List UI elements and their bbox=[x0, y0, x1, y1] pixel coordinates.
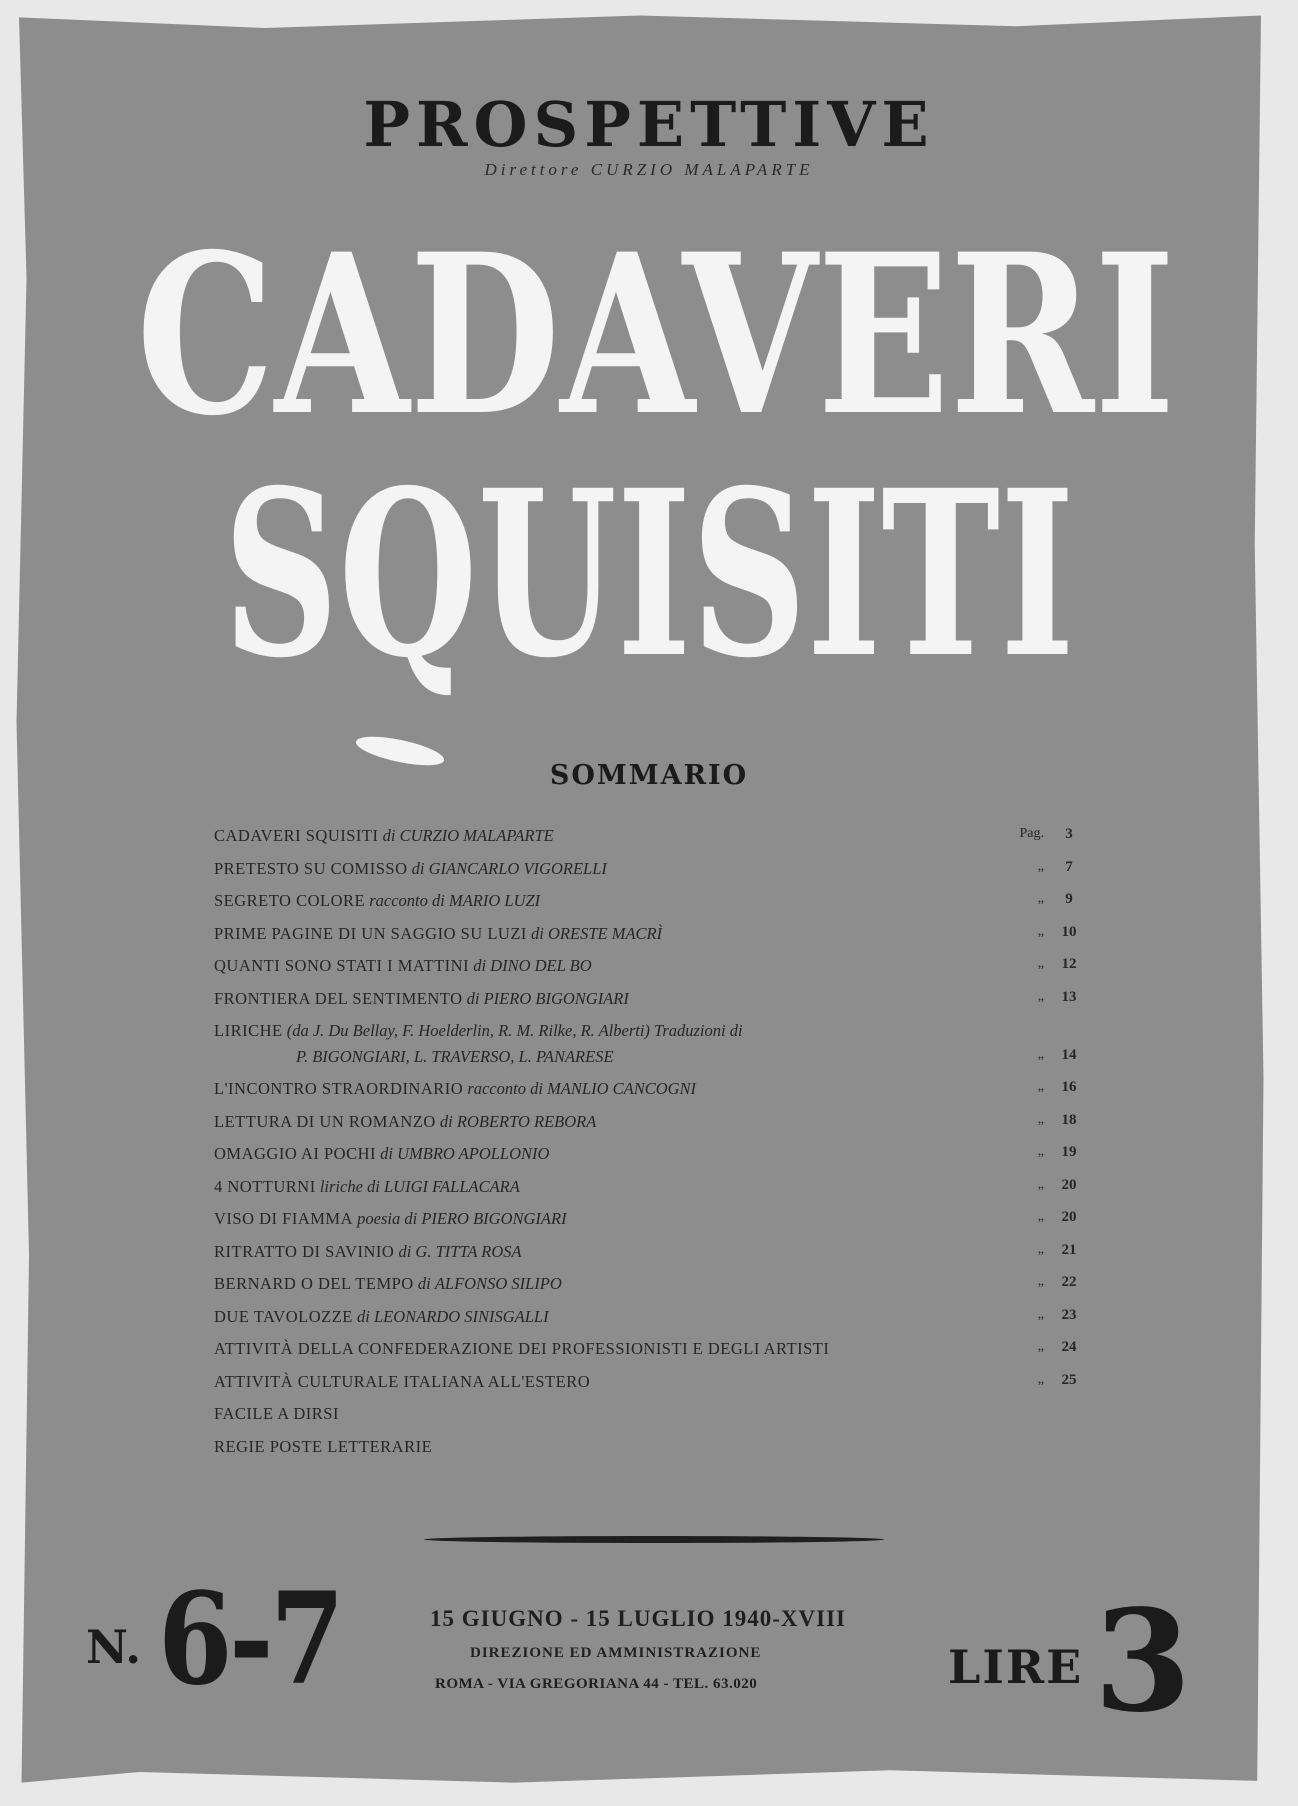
toc-page-prefix: „ bbox=[1037, 1176, 1044, 1192]
toc-entry bbox=[214, 826, 1084, 859]
masthead: PROSPETTIVE bbox=[363, 88, 935, 161]
toc-page-number: 3 bbox=[1065, 826, 1073, 842]
toc-entry-author: MARIO LUZI bbox=[448, 891, 541, 910]
toc-entry-author: G. TITTA ROSA bbox=[415, 1241, 522, 1261]
director-line: Direttore CURZIO MALAPARTE bbox=[484, 160, 814, 179]
toc-page-number: 23 bbox=[1061, 1306, 1077, 1323]
title-line-2: SQUISITI bbox=[223, 440, 1075, 708]
toc-page-number: 10 bbox=[1061, 923, 1077, 940]
toc-entry-author: ROBERTO REBORA bbox=[456, 1111, 597, 1131]
toc-entry-title: ATTIVITÀ DELLA CONFEDERAZIONE DEI PROFESSIONISTI E DEGLI ARTISTI bbox=[214, 1339, 830, 1358]
toc-entry-title: OMAGGIO AI POCHI bbox=[214, 1144, 377, 1163]
toc-entry-title: BERNARD O DEL TEMPO bbox=[214, 1274, 414, 1293]
toc-entry bbox=[214, 1112, 1084, 1145]
toc-entry-by: di bbox=[356, 1306, 370, 1326]
toc-entry-title: DUE TAVOLOZZE bbox=[214, 1306, 353, 1326]
title-line-1: CADAVERI bbox=[136, 205, 1176, 464]
toc-page-prefix: „ bbox=[1037, 1047, 1044, 1062]
toc-entry bbox=[214, 1021, 1084, 1079]
toc-entry bbox=[214, 1307, 1084, 1340]
toc-page-prefix: „ bbox=[1037, 1144, 1044, 1159]
toc-page-number: 25 bbox=[1061, 1371, 1077, 1388]
toc-page-prefix: „ bbox=[1037, 956, 1044, 971]
toc-entry-title: LIRICHE bbox=[214, 1021, 283, 1040]
toc-page-prefix: „ bbox=[1037, 1339, 1044, 1354]
issue-date: 15 GIUGNO - 15 LUGLIO 1940-XVIII bbox=[430, 1606, 847, 1631]
toc-entry-title: PRIME PAGINE DI UN SAGGIO SU LUZI bbox=[214, 923, 527, 943]
toc-page-prefix: Pag. bbox=[1019, 826, 1044, 841]
toc-entry-by: racconto di bbox=[467, 1079, 543, 1098]
toc-entry-title: CADAVERI SQUISITI bbox=[214, 826, 379, 845]
toc-entry-title: PRETESTO SU COMISSO bbox=[214, 858, 408, 878]
issue-label: N. bbox=[86, 1620, 142, 1674]
toc-entry-author: P. BIGONGIARI, L. TRAVERSO, L. PANARESE bbox=[296, 1047, 614, 1066]
toc-entry bbox=[214, 1274, 1084, 1307]
toc-entry bbox=[214, 1339, 1084, 1372]
toc-page-number: 19 bbox=[1061, 1144, 1077, 1160]
direzione-line: DIREZIONE ED AMMINISTRAZIONE bbox=[470, 1645, 762, 1661]
toc-entry-author: PIERO BIGONGIARI bbox=[483, 988, 629, 1008]
toc-entry-title: 4 NOTTURNI bbox=[214, 1176, 316, 1196]
toc-page-prefix: „ bbox=[1037, 1241, 1044, 1257]
toc-page-prefix: „ bbox=[1037, 988, 1044, 1004]
toc-entry bbox=[214, 1404, 1084, 1437]
toc-page-number: 20 bbox=[1061, 1176, 1077, 1193]
toc-entry bbox=[214, 1144, 1084, 1177]
address-line: ROMA - VIA GREGORIANA 44 - TEL. 63.020 bbox=[435, 1676, 758, 1692]
toc-page-number: 12 bbox=[1061, 956, 1077, 972]
toc-page-prefix: „ bbox=[1037, 858, 1044, 874]
toc-entry bbox=[214, 1372, 1084, 1405]
toc-entry-title: FRONTIERA DEL SENTIMENTO bbox=[214, 988, 463, 1008]
toc-page-prefix: „ bbox=[1037, 1306, 1044, 1322]
toc-entry-title: LETTURA DI UN ROMANZO bbox=[214, 1111, 436, 1131]
toc-entry bbox=[214, 1177, 1084, 1210]
toc-entry-author: MANLIO CANCOGNI bbox=[547, 1079, 697, 1098]
toc-page-number: 18 bbox=[1061, 1111, 1077, 1128]
toc-entry bbox=[214, 1242, 1084, 1275]
toc-entry-title: SEGRETO COLORE bbox=[214, 891, 366, 910]
toc-entry bbox=[214, 891, 1084, 924]
toc-entry-author: PIERO BIGONGIARI bbox=[421, 1209, 567, 1228]
toc-entry-author: DINO DEL BO bbox=[490, 956, 592, 975]
toc-entry-by: di bbox=[466, 988, 480, 1008]
toc-page-prefix: „ bbox=[1037, 1274, 1044, 1289]
toc-entry bbox=[214, 956, 1084, 989]
toc-entry-author: ORESTE MACRÌ bbox=[548, 923, 663, 943]
toc-page-prefix: „ bbox=[1037, 1371, 1044, 1387]
toc-entry-title: REGIE POSTE LETTERARIE bbox=[214, 1436, 433, 1456]
toc-entry-title: FACILE A DIRSI bbox=[214, 1404, 339, 1423]
toc-page-number: 14 bbox=[1061, 1047, 1077, 1063]
toc-entry-by: di bbox=[398, 1241, 412, 1261]
toc-entry-by: di bbox=[473, 956, 487, 975]
toc-page-number: 20 bbox=[1061, 1209, 1077, 1225]
price-label: LIRE bbox=[948, 1640, 1084, 1694]
toc-page-number: 21 bbox=[1061, 1241, 1077, 1258]
toc-entry-by: poesia di bbox=[357, 1209, 418, 1228]
decorative-rule bbox=[424, 1536, 884, 1543]
toc-entry-by: racconto di bbox=[369, 891, 445, 910]
toc-page-number: 7 bbox=[1065, 858, 1073, 875]
toc-entry-author: LEONARDO SINISGALLI bbox=[373, 1306, 549, 1326]
toc-entry-by: liriche di bbox=[319, 1176, 380, 1196]
toc-page-number: 16 bbox=[1061, 1079, 1077, 1095]
toc-entry-title: ATTIVITÀ CULTURALE ITALIANA ALL'ESTERO bbox=[214, 1371, 591, 1391]
toc-entry bbox=[214, 1209, 1084, 1242]
toc-entry-author: CURZIO MALAPARTE bbox=[399, 826, 554, 845]
toc-entry-author: LUIGI FALLACARA bbox=[383, 1176, 520, 1196]
toc-entry-by: di bbox=[411, 858, 425, 878]
toc-entry-title: VISO DI FIAMMA bbox=[214, 1209, 354, 1228]
toc-entry-by: (da J. Du Bellay, F. Hoelderlin, R. M. Rilke, R. Alberti) Traduzioni di bbox=[286, 1021, 743, 1040]
toc-entry-title: QUANTI SONO STATI I MATTINI bbox=[214, 956, 470, 975]
toc-entry-by: di bbox=[380, 1144, 393, 1163]
toc-page-number: 22 bbox=[1061, 1274, 1077, 1290]
toc-page-number: 24 bbox=[1061, 1339, 1077, 1355]
toc-entry bbox=[214, 859, 1084, 892]
toc-page-number: 9 bbox=[1065, 891, 1073, 907]
toc-entry-by: di bbox=[382, 826, 396, 845]
toc-entry-title: L'INCONTRO STRAORDINARIO bbox=[214, 1079, 464, 1098]
toc-entry bbox=[214, 1437, 1084, 1470]
sommario-heading: SOMMARIO bbox=[549, 760, 749, 791]
toc-page-prefix: „ bbox=[1037, 1111, 1044, 1127]
table-of-contents bbox=[214, 826, 1084, 1469]
toc-entry-author: UMBRO APOLLONIO bbox=[397, 1144, 550, 1163]
toc-page-prefix: „ bbox=[1037, 923, 1044, 939]
toc-entry-by: di bbox=[531, 923, 544, 943]
toc-entry-title: RITRATTO DI SAVINIO bbox=[214, 1241, 395, 1261]
toc-entry-by: di bbox=[417, 1274, 431, 1293]
toc-entry-by: di bbox=[439, 1111, 453, 1131]
toc-entry bbox=[214, 989, 1084, 1022]
toc-entry bbox=[214, 1079, 1084, 1112]
toc-entry-author: ALFONSO SILIPO bbox=[434, 1274, 562, 1293]
toc-entry bbox=[214, 924, 1084, 957]
toc-entry-author: GIANCARLO VIGORELLI bbox=[428, 858, 607, 878]
toc-page-prefix: „ bbox=[1037, 1079, 1044, 1094]
toc-page-prefix: „ bbox=[1037, 1209, 1044, 1224]
issue-number: 6-7 bbox=[158, 1565, 342, 1713]
price-value: 3 bbox=[1094, 1580, 1192, 1744]
toc-page-number: 13 bbox=[1061, 988, 1077, 1005]
toc-page-prefix: „ bbox=[1037, 891, 1044, 906]
